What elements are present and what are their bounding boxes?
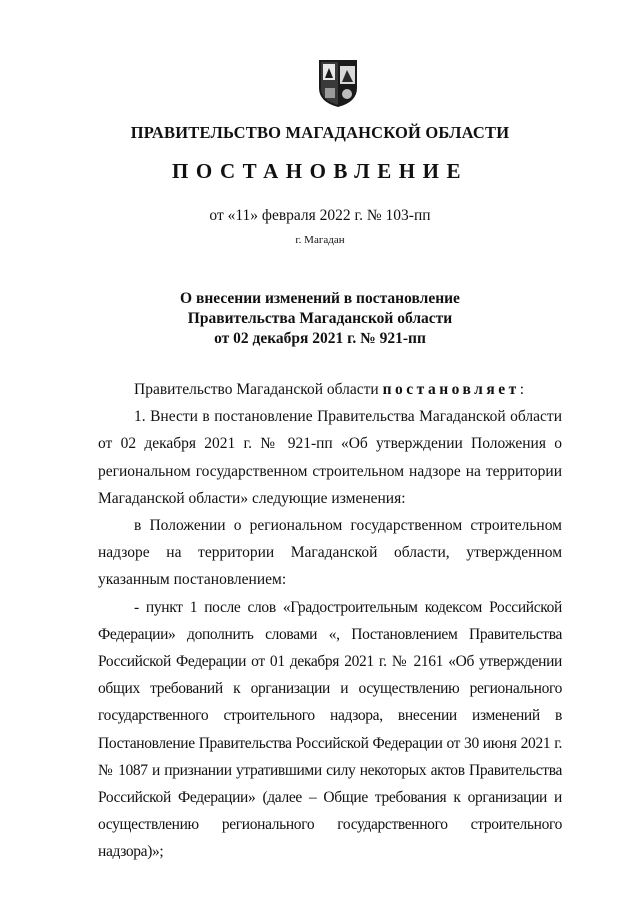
preamble-text: Правительство Магаданской области — [134, 381, 383, 398]
preamble-verb: постановляет — [382, 381, 520, 398]
decree-body — [98, 376, 562, 866]
item-1-sub-paragraph: в Положении о региональном государственном строительном надзоре на территории Магаданской области, утвержденном указанным постановлением: — [98, 517, 562, 589]
document-type-title: ПОСТАНОВЛЕНИЕ — [172, 159, 468, 183]
government-name: ПРАВИТЕЛЬСТВО МАГАДАНСКОЙ ОБЛАСТИ — [130, 123, 510, 142]
decree-subject — [0, 289, 640, 349]
decree-date-number: от «11» февраля 2022 г. № 103-пп — [209, 207, 431, 224]
preamble-paragraph — [98, 376, 562, 403]
bullet-1-paragraph: - пункт 1 после слов «Градостроительным кодексом Российской Федерации» дополнить словами «, Постановлением Правительства Российской Федерации от 01 декабря 2021 г. № 2161 «Об утверждении общих требований к организации и осуществлению регионального государственного строительного надзора, внесении изменений в Постановление Правительства Российской Федерации от 30 июня 2021 г. № 1087 и признании утратившими силу некоторых актов Правительства Российской Федерации» (далее – Общие требования к организации и осуществлению регионального государственного строительного надзора)»; — [98, 598, 562, 861]
item-1-paragraph: 1. Внести в постановление Правительства Магаданской области от 02 декабря 2021 г. № 921-пп «Об утверждении Положения о региональном государственном строительном надзоре на территории Магаданской области» следующие изменения: — [98, 408, 562, 507]
coat-of-arms-icon — [317, 58, 359, 108]
subject-line-1: О внесении изменений в постановление — [180, 290, 460, 307]
subject-line-3: от 02 декабря 2021 г. № 921-пп — [214, 330, 426, 347]
decree-city: г. Магадан — [295, 234, 345, 246]
preamble-colon: : — [519, 381, 525, 398]
subject-line-2: Правительства Магаданской области — [187, 310, 453, 327]
